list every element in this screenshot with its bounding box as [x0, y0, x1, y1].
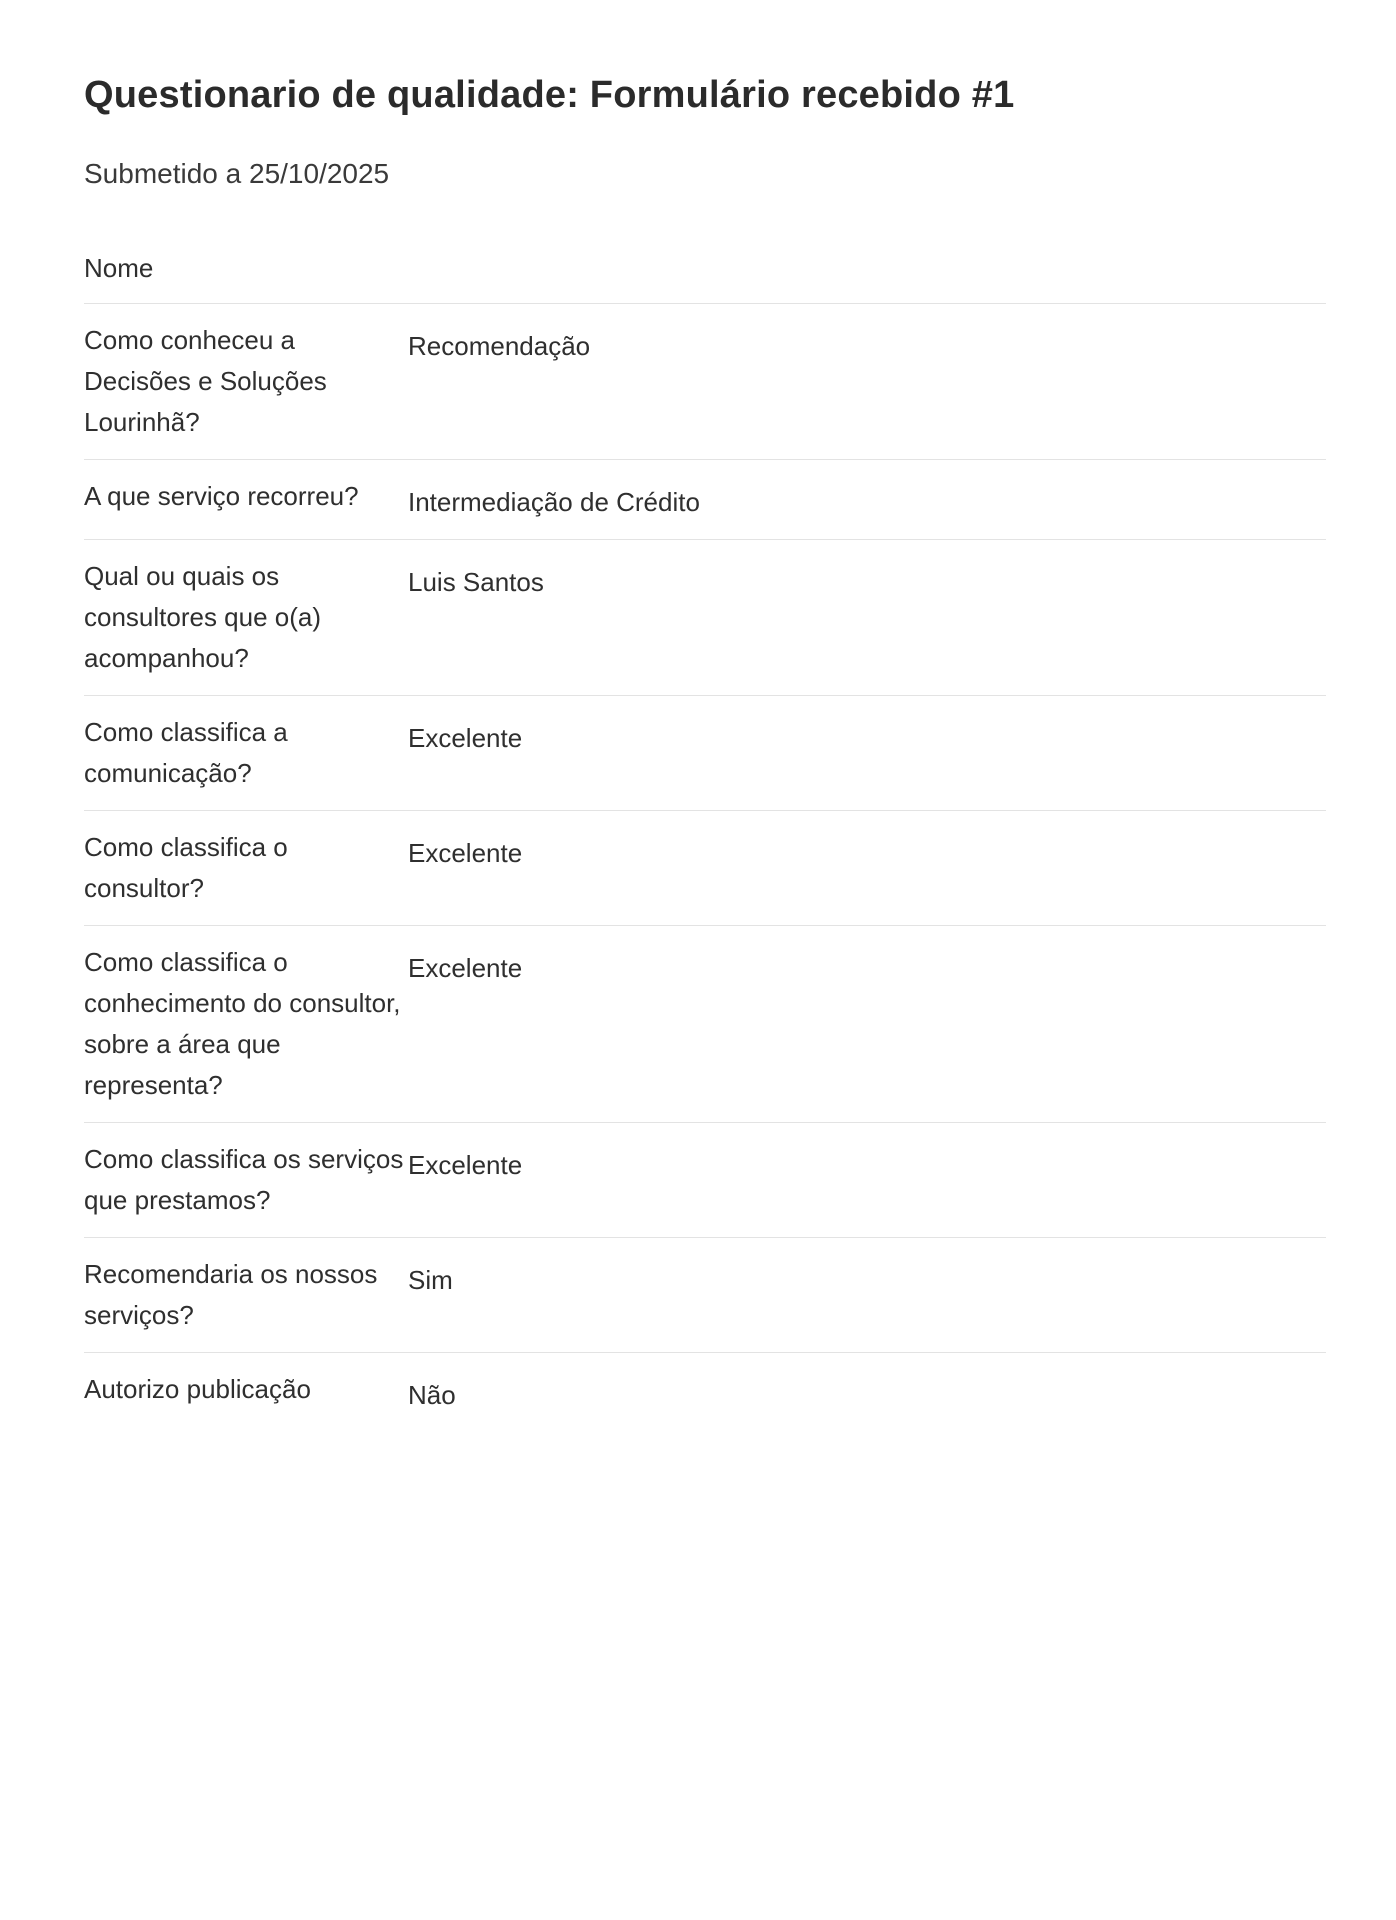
response-row-consultores — [84, 540, 1326, 696]
question-label: Como classifica o conhecimento do consultor, sobre a área que representa? — [84, 947, 401, 1100]
response-row-nome — [84, 236, 1326, 304]
response-table — [84, 236, 1326, 1432]
response-row-servicos — [84, 1123, 1326, 1238]
question-label: Como classifica a comunicação? — [84, 717, 288, 788]
response-row-recomendaria — [84, 1238, 1326, 1353]
question-label: Autorizo publicação — [84, 1374, 311, 1404]
question-label: Como classifica o consultor? — [84, 832, 288, 903]
question-label: Recomendaria os nossos serviços? — [84, 1259, 378, 1330]
answer-value: Intermediação de Crédito — [408, 487, 700, 517]
response-row-publicacao — [84, 1353, 1326, 1432]
answer-value: Não — [408, 1380, 456, 1410]
question-label: Qual ou quais os consultores que o(a) acompanhou? — [84, 561, 322, 673]
question-label: Nome — [84, 253, 154, 283]
question-label: Como conheceu a Decisões e Soluções Lourinhã? — [84, 325, 327, 437]
response-row-comunicacao — [84, 696, 1326, 811]
response-row-servico — [84, 460, 1326, 540]
answer-value: Sim — [408, 1265, 453, 1295]
question-label: Como classifica os serviços que prestamos? — [84, 1144, 404, 1215]
response-row-como-conheceu — [84, 304, 1326, 460]
response-row-conhecimento — [84, 926, 1326, 1123]
submission-date: Submetido a 25/10/2025 — [84, 158, 390, 189]
page-title: Questionario de qualidade: Formulário recebido #1 — [84, 74, 1015, 116]
answer-value: Excelente — [408, 723, 523, 753]
answer-value: Luis Santos — [408, 567, 544, 597]
answer-value: Recomendação — [408, 331, 591, 361]
response-row-consultor — [84, 811, 1326, 926]
answer-value: Excelente — [408, 953, 523, 983]
answer-value: Excelente — [408, 1150, 523, 1180]
question-label: A que serviço recorreu? — [84, 481, 359, 511]
answer-value — [408, 248, 1326, 289]
answer-value: Excelente — [408, 838, 523, 868]
